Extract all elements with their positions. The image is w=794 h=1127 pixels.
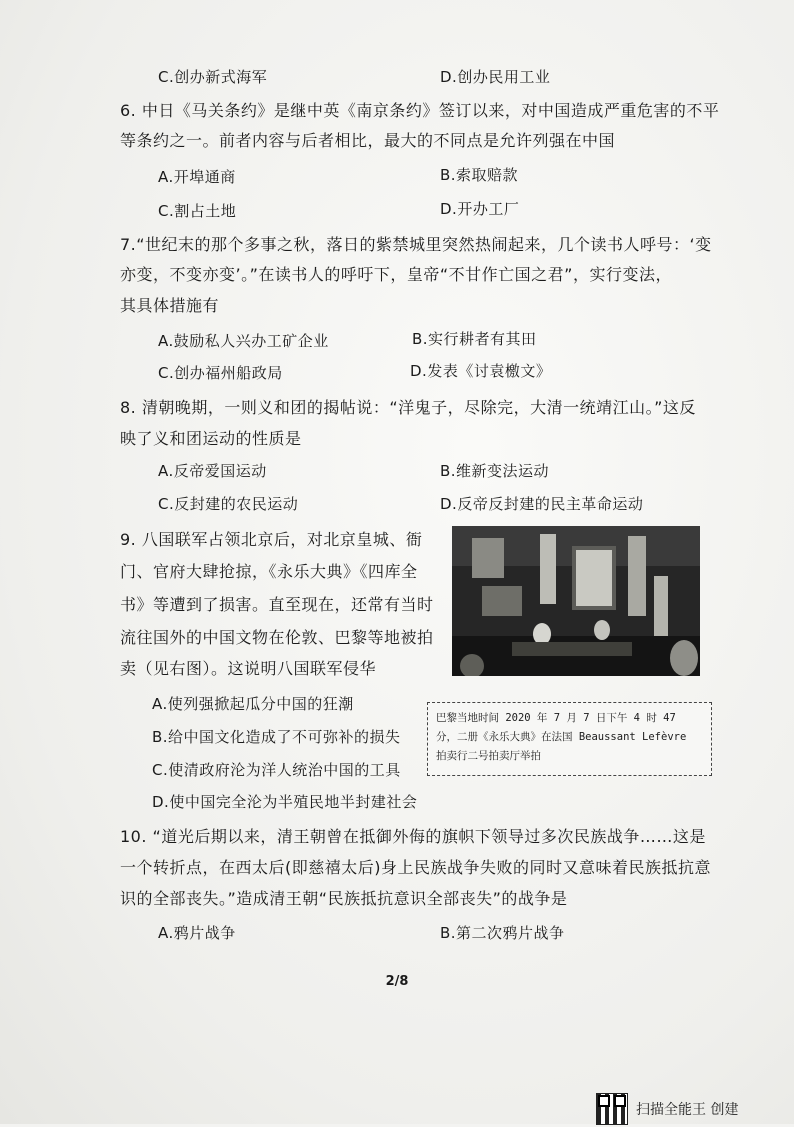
question-7-option-d: D.发表《讨袁檄文》 bbox=[410, 362, 552, 380]
question-6-option-d: D.开办工厂 bbox=[440, 200, 520, 218]
question-7-option-c: C.创办福州船政局 bbox=[158, 364, 283, 382]
question-9-option-b: B.给中国文化造成了不可弥补的损失 bbox=[152, 728, 401, 746]
question-8-option-b: B.维新变法运动 bbox=[440, 462, 550, 480]
question-6-stem-line-1: 6. 中日《马关条约》是继中英《南京条约》签订以来，对中国造成严重危害的不平 bbox=[120, 101, 720, 120]
question-6-option-c: C.割占土地 bbox=[158, 202, 237, 220]
question-8-option-c: C.反封建的农民运动 bbox=[158, 495, 299, 513]
question-9-option-a: A.使列强掀起瓜分中国的狂潮 bbox=[152, 695, 354, 713]
question-6-stem-line-2: 等条约之一。前者内容与后者相比，最大的不同点是允许列强在中国 bbox=[120, 131, 616, 150]
question-8-stem-line-1: 8. 清朝晚期，一则义和团的揭帖说：“洋鬼子，尽除完，大清一统靖江山。”这反 bbox=[120, 398, 696, 417]
question-9-stem-line-1: 9. 八国联军占领北京后，对北京皇城、衙 bbox=[120, 530, 423, 549]
question-8-option-a: A.反帝爱国运动 bbox=[158, 462, 267, 480]
question-8-option-d: D.反帝反封建的民主革命运动 bbox=[440, 495, 644, 513]
photo-caption: 巴黎当地时间 2020 年 7 月 7 日下午 4 时 47 分，二册《永乐大典》在法国 Beaussant Lefèvre 拍卖行二号拍卖厅举拍 bbox=[427, 702, 712, 776]
option-c-header: C.创办新式海军 bbox=[158, 68, 268, 86]
question-7-stem-line-2: 亦变，不变亦变’。”在读书人的呼吁下，皇帝“不甘作亡国之君”，实行变法， bbox=[120, 265, 672, 284]
question-9-stem-line-2: 门、官府大肆抢掠，《永乐大典》《四库全 bbox=[120, 562, 418, 581]
question-10-stem-line-2: 一个转折点，在西太后(即慈禧太后)身上民族战争失败的同时又意味着民族抵抗意 bbox=[120, 858, 711, 877]
question-10-stem-line-1: 10. “道光后期以来，清王朝曾在抵御外侮的旗帜下领导过多次民族战争……这是 bbox=[120, 827, 706, 846]
auction-photo-illustration bbox=[452, 526, 700, 676]
question-9-stem-line-5: 卖（见右图）。这说明八国联军侵华 bbox=[120, 659, 377, 678]
scanner-watermark-text: 扫描全能王 创建 bbox=[636, 1102, 739, 1118]
question-10-stem-line-3: 识的全部丧失。”造成清王朝“民族抵抗意识全部丧失”的战争是 bbox=[120, 889, 568, 908]
page-number: 2/8 bbox=[385, 974, 409, 989]
question-7-option-b: B.实行耕者有其田 bbox=[412, 330, 537, 348]
question-8-stem-line-2: 映了义和团运动的性质是 bbox=[120, 429, 302, 448]
question-9-stem-line-4: 流往国外的中国文物在伦敦、巴黎等地被拍 bbox=[120, 628, 434, 647]
question-6-option-a: A.开埠通商 bbox=[158, 168, 236, 186]
question-6-option-b: B.索取赔款 bbox=[440, 166, 519, 184]
question-7-stem-line-1: 7.“世纪末的那个多事之秋，落日的紫禁城里突然热闹起来，几个读书人呼号：‘变 bbox=[120, 235, 712, 254]
option-d-header: D.创办民用工业 bbox=[440, 68, 551, 86]
qr-code-icon bbox=[596, 1093, 628, 1125]
scanner-watermark bbox=[596, 1093, 786, 1127]
question-9-option-c: C.使清政府沦为洋人统治中国的工具 bbox=[152, 761, 401, 779]
question-7-option-a: A.鼓励私人兴办工矿企业 bbox=[158, 332, 329, 350]
question-10-option-b: B.第二次鸦片战争 bbox=[440, 924, 565, 942]
question-9-stem-line-3: 书》等遭到了损害。直至现在，还常有当时 bbox=[120, 595, 434, 614]
question-9-option-d: D.使中国完全沦为半殖民地半封建社会 bbox=[152, 793, 418, 811]
question-7-stem-line-3: 其具体措施有 bbox=[120, 296, 220, 315]
auction-photo bbox=[452, 526, 700, 676]
question-10-option-a: A.鸦片战争 bbox=[158, 924, 236, 942]
